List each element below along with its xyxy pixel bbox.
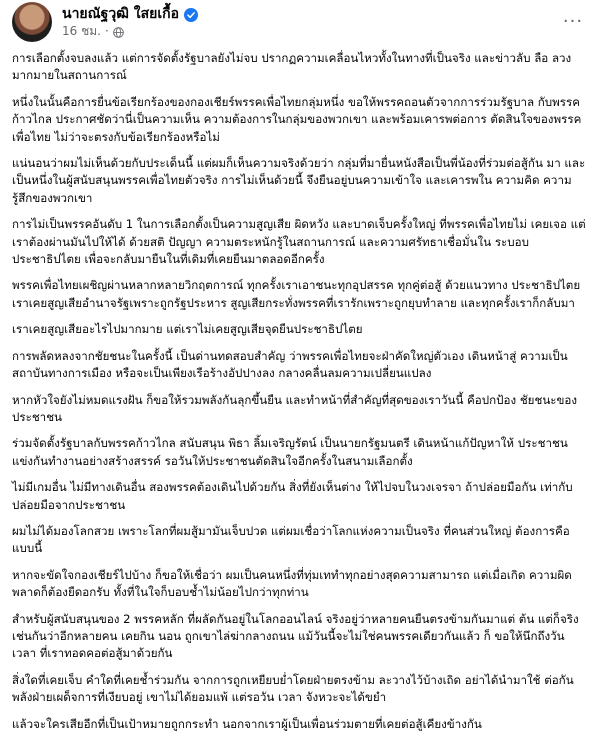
post-paragraph: ไม่มีเกมอื่น ไม่มีทางเดินอื่น สองพรรคต้องเดินไปด้วยกัน สิ่งที่ยังเห็นต่าง ให้ไปจบในวงเจรจา ถ้าปล่อยมือกัน เท่ากับปล่อยมือจากประชาชน: [12, 480, 573, 512]
author-name[interactable]: นายณัฐวุฒิ ใสยเกื้อ: [62, 6, 179, 22]
post-paragraph: เราเคยสูญเสียอะไรไปมากมาย แต่เราไม่เคยสูญเสียจุดยืนประชาธิปไตย: [12, 322, 363, 337]
post-header: [10, 0, 594, 44]
more-options-icon[interactable]: ···: [562, 10, 584, 32]
post-meta: [62, 5, 198, 39]
post-paragraph: การไม่เป็นพรรคอันดับ 1 ในการเลือกตั้งเป็นความสูญเสีย ผิดหวัง และบาดเจ็บครั้งใหญ่ ที่พรรคเพื่อไทยไม่ เคยเจอ แต่เราต้องผ่านมันไปให้ได้ ด้วยสติ ปัญญา ความตระหนักรู้ในสถานการณ์ และความศรัทธาเชื่อมั่นใน ระบอบประชาธิปไตย เพื่อจะกลับมายืนในที่เดิมที่เคยยืนมาตลอดอีกครั้ง: [12, 217, 586, 267]
separator-dot: ·: [104, 24, 109, 38]
post-paragraph: สิ่งใดที่เคยเจ็บ คำใดที่เคยช้ำร่วมกัน จากการถูกเหยียบย่ำโดยฝ่ายตรงข้าม ละวางไว้บ้างเถิด อย่าได้นำมาใช้ ต่อกัน พลังฝ่ายเผด็จการที่เงียบอยู่ เขาไม่ได้ยอมแพ้ แต่รอวัน เวลา จังหวะจะได้ขยำ: [12, 672, 574, 705]
post-paragraph: หนึ่งในนั้นคือการยื่นข้อเรียกร้องของกองเชียร์พรรคเพื่อไทยกลุ่มหนึ่ง ขอให้พรรคถอนตัวจากการร่วมรัฐบาล กับพรรคก้าวไกล ประกาศชัดว่านี่เป็นความเห็น ความต้องการในกลุ่มของพวกเขา และพร้อมเคารพต่อการ ตัดสินใจของพรรคเพื่อไทย ไม่ว่าจะตรงกับข้อเรียกร้องหรือไม่: [12, 94, 582, 144]
post-paragraph: การพลัดหลงจากชัยชนะในครั้งนี้ เป็นด่านทดสอบสำคัญ ว่าพรรคเพื่อไทยจะฝ่าคัดใหญ่ตัวเอง เดินหน้าสู่ ความเป็นสถาบันทางการเมือง หรือจะเป็นเพียงเรือร้างอัปปางลง กลางคลื่นลมความเปลี่ยนแปลง: [12, 348, 568, 381]
verified-badge-icon: [184, 7, 198, 21]
post-paragraph: ผมไม่ได้มองโลกสวย เพราะโลกที่ผมสู้มามันเจ็บปวด แต่ผมเชื่อว่าโลกแห่งความเป็นจริง ที่คนส่วนใหญ่ ต้องการคือแบบนี้: [12, 523, 570, 556]
post-paragraph: แล้วจะใครเสียอีกที่เป็นเป้าหมายถูกกระทำ นอกจากเราผู้เป็นเพื่อนร่วมตายที่เคยต่อสู้เคียงข้างกัน: [12, 716, 482, 731]
post-paragraph: แน่นอนว่าผมไม่เห็นด้วยกับประเด็นนี้ แต่ผมก็เห็นความจริงด้วยว่า กลุ่มที่มายื่นหนังสือเป็นพี่น้องที่ร่วมต่อสู้กัน มา และเป็นหนึ่งในผู้สนับสนุนพรรคเพื่อไทยตัวจริง การไม่เห็นด้วยนี้ จึงยืนอยู่บนความเข้าใจ และเคารพใน ความคิด ความรู้สึกของพวกเขา: [12, 156, 586, 205]
post-paragraph: พรรคเพื่อไทยเผชิญผ่านหลากหลายวิกฤตการณ์ ทุกครั้งเราเอาชนะทุกอุปสรรค ทุกคู่ต่อสู้ ด้วยแนวทาง ประชาธิปไตย เราเคยสูญเสียอำนาจรัฐเพราะถูกรัฐประหาร สูญเสียกระทั่งพรรคที่เรารักเพราะถูกยุบทำลาย และทุกครั้งเราก็กลับมา: [12, 278, 581, 310]
post-timestamp[interactable]: 16 ชม.: [62, 24, 101, 38]
post-time-row: [62, 23, 198, 39]
post-paragraph: สำหรับผู้สนับสนุนของ 2 พรรคหลัก ที่ผลัดกันอยู่ในโลกออนไลน์ จริงอยู่ว่าหลายคนยืนตรงข้ามกันมาแต่ ต้น แต่ก็จริงเช่นกันว่าอีกหลายคน เคยกิน นอน ถูกเขาไล่ฆ่ากลางถนน แม้วันนี้จะไม่ใช่คนพรรคเดียวกันแล้ว ก็ ขอให้นึกถึงวัน เวลา ที่เราทอดคอต่อสู้มาด้วยกัน: [12, 611, 579, 661]
post-paragraph: การเลือกตั้งจบลงแล้ว แต่การจัดตั้งรัฐบาลยังไม่จบ ปรากฏความเคลื่อนไหวทั้งในทางที่เป็นจริง และข่าวลับ ลือ ลวง มากมายในสถานการณ์: [12, 51, 572, 83]
post-body: [10, 44, 594, 733]
post-paragraph: ร่วมจัดตั้งรัฐบาลกับพรรคก้าวไกล สนับสนุน พิธา ลิ้มเจริญรัตน์ เป็นนายกรัฐมนตรี เดินหน้าแก้ปัญหาให้ ประชาชน แข่งกันทำงานอย่างสร้างสรรค์ รอวันให้ประชาชนตัดสินใจอีกครั้งในสนามเลือกตั้ง: [12, 436, 568, 468]
author-avatar[interactable]: [12, 2, 52, 42]
globe-icon[interactable]: [113, 26, 124, 37]
author-row: [62, 5, 198, 23]
post-paragraph: หากจะขัดใจกองเชียร์ไปบ้าง ก็ขอให้เชื่อว่า ผมเป็นคนหนึ่งที่ทุ่มเททำทุกอย่างสุดความสามารถ แต่เมื่อเกิด ความผิดพลาดก็ต้องยืดอกรับ ทั้งที่ในใจก็บอบช้ำไม่น้อยไปกว่าทุกท่าน: [12, 567, 572, 600]
post-paragraph: หากหัวใจยังไม่หมดแรงฝัน ก็ขอให้รวมพลังกันลุกขึ้นยืน และทำหน้าที่สำคัญที่สุดของเราวันนี้ คือปกป้อง ชัยชนะของประชาชน: [12, 392, 578, 424]
